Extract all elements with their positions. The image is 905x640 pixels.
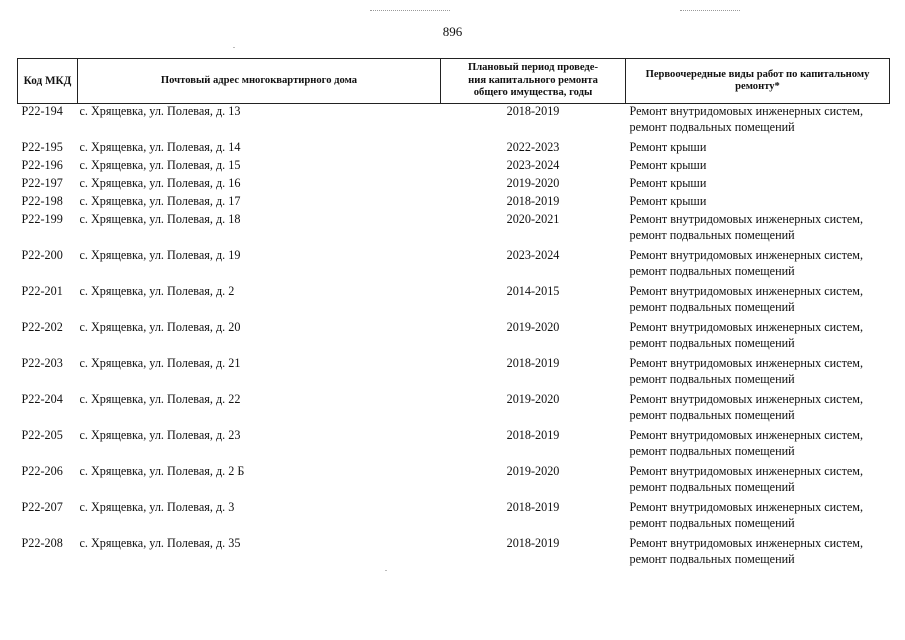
cell-works-line2: ремонт подвальных помещений — [629, 335, 795, 350]
cell-address: с. Хрящевка, ул. Полевая, д. 22 — [79, 392, 241, 406]
cell-period: 2022-2023 — [506, 140, 560, 154]
cell-works — [626, 176, 890, 194]
cell-works-line2: ремонт подвальных помещений — [629, 479, 795, 494]
cell-works — [626, 284, 890, 320]
table-row — [18, 194, 890, 212]
cell-code: Р22-195 — [21, 140, 63, 154]
cell-works-line2: ремонт подвальных помещений — [629, 371, 795, 386]
cell-code: Р22-199 — [21, 212, 63, 226]
cell-period: 2019-2020 — [506, 320, 560, 334]
cell-period: 2018-2019 — [506, 500, 560, 514]
header-address: Почтовый адрес многоквартирного дома — [78, 59, 441, 104]
table-row — [18, 158, 890, 176]
cell-code: Р22-198 — [21, 194, 63, 208]
cell-works-line2: ремонт подвальных помещений — [629, 443, 795, 458]
cell-period: 2018-2019 — [506, 194, 560, 208]
cell-code: Р22-208 — [21, 536, 63, 550]
table-header-row — [18, 59, 890, 104]
cell-period: 2018-2019 — [506, 428, 560, 442]
cell-works-line2: ремонт подвальных помещений — [629, 407, 795, 422]
table-row — [18, 212, 890, 248]
scan-artifact-right — [680, 10, 740, 11]
header-works-line1: Первоочередные виды работ по капитальному — [645, 68, 870, 80]
cell-works-line2: ремонт подвальных помещений — [629, 227, 795, 242]
cell-address: с. Хрящевка, ул. Полевая, д. 21 — [79, 356, 241, 370]
cell-period: 2020-2021 — [506, 212, 560, 226]
cell-code: Р22-205 — [21, 428, 63, 442]
header-period-line2: ния капитального ремонта — [468, 74, 598, 86]
cell-works-line1: Ремонт внутридомовых инженерных систем, — [629, 428, 864, 442]
cell-works — [626, 158, 890, 176]
cell-address: с. Хрящевка, ул. Полевая, д. 16 — [79, 176, 241, 190]
header-period — [441, 59, 626, 104]
cell-works-line1: Ремонт крыши — [629, 140, 707, 154]
cell-code: Р22-200 — [21, 248, 63, 262]
cell-period: 2018-2019 — [506, 356, 560, 370]
header-period-line1: Плановый период проведе- — [467, 62, 599, 74]
cell-address: с. Хрящевка, ул. Полевая, д. 18 — [79, 212, 241, 226]
table-row — [18, 284, 890, 320]
cell-address: с. Хрящевка, ул. Полевая, д. 3 — [79, 500, 235, 514]
cell-works-line2: ремонт подвальных помещений — [629, 263, 795, 278]
cell-code: Р22-197 — [21, 176, 63, 190]
table-row — [18, 392, 890, 428]
cell-works — [626, 392, 890, 428]
table-row — [18, 356, 890, 392]
cell-works-line2: ремонт подвальных помещений — [629, 119, 795, 134]
cell-period: 2018-2019 — [506, 536, 560, 550]
cell-works-line1: Ремонт крыши — [629, 158, 707, 172]
cell-period: 2019-2020 — [506, 464, 560, 478]
scan-artifact-left — [370, 10, 450, 11]
cell-address: с. Хрящевка, ул. Полевая, д. 35 — [79, 536, 241, 550]
cell-works-line1: Ремонт внутридомовых инженерных систем, — [629, 356, 864, 370]
cell-period: 2019-2020 — [506, 392, 560, 406]
cell-works-line1: Ремонт внутридомовых инженерных систем, — [629, 464, 864, 478]
header-period-line3: общего имущества, годы — [473, 87, 593, 99]
cell-works-line1: Ремонт внутридомовых инженерных систем, — [629, 320, 864, 334]
cell-code: Р22-202 — [21, 320, 63, 334]
cell-works — [626, 212, 890, 248]
table-row — [18, 464, 890, 500]
cell-address: с. Хрящевка, ул. Полевая, д. 2 — [79, 284, 235, 298]
cell-works-line1: Ремонт внутридомовых инженерных систем, — [629, 212, 864, 226]
table-row — [18, 320, 890, 356]
table-row — [18, 428, 890, 464]
page-number: 896 — [442, 24, 463, 39]
cell-works — [626, 104, 890, 141]
cell-address: с. Хрящевка, ул. Полевая, д. 15 — [79, 158, 241, 172]
scan-speck — [233, 47, 235, 48]
cell-address: с. Хрящевка, ул. Полевая, д. 13 — [79, 104, 241, 118]
cell-works-line1: Ремонт крыши — [629, 176, 707, 190]
cell-works — [626, 428, 890, 464]
cell-works-line1: Ремонт внутридомовых инженерных систем, — [629, 284, 864, 298]
cell-period: 2023-2024 — [506, 248, 560, 262]
cell-code: Р22-194 — [21, 104, 63, 118]
header-works — [626, 59, 890, 104]
table-row — [18, 248, 890, 284]
cell-works-line2: ремонт подвальных помещений — [629, 551, 795, 566]
cell-code: Р22-203 — [21, 356, 63, 370]
cell-code: Р22-204 — [21, 392, 63, 406]
table-row — [18, 500, 890, 536]
cell-works-line1: Ремонт внутридомовых инженерных систем, — [629, 536, 864, 550]
table-row — [18, 176, 890, 194]
cell-works — [626, 140, 890, 158]
cell-works — [626, 536, 890, 572]
table-row — [18, 536, 890, 572]
header-works-line2: ремонту* — [735, 81, 780, 92]
cell-address: с. Хрящевка, ул. Полевая, д. 17 — [79, 194, 241, 208]
cell-works-line1: Ремонт внутридомовых инженерных систем, — [629, 248, 864, 262]
cell-address: с. Хрящевка, ул. Полевая, д. 19 — [79, 248, 241, 262]
cell-works — [626, 464, 890, 500]
cell-code: Р22-196 — [21, 158, 63, 172]
cell-code: Р22-201 — [21, 284, 63, 298]
cell-works — [626, 320, 890, 356]
table-row — [18, 140, 890, 158]
cell-period: 2023-2024 — [506, 158, 560, 172]
cell-works-line1: Ремонт внутридомовых инженерных систем, — [629, 500, 864, 514]
table-body — [18, 104, 890, 573]
cell-code: Р22-207 — [21, 500, 63, 514]
header-code: Код МКД — [18, 59, 78, 104]
cell-works — [626, 194, 890, 212]
housing-registry-table — [17, 58, 890, 572]
cell-works-line2: ремонт подвальных помещений — [629, 515, 795, 530]
cell-period: 2018-2019 — [506, 104, 560, 118]
cell-works — [626, 248, 890, 284]
cell-works-line2: ремонт подвальных помещений — [629, 299, 795, 314]
cell-works-line1: Ремонт крыши — [629, 194, 707, 208]
cell-works-line1: Ремонт внутридомовых инженерных систем, — [629, 392, 864, 406]
cell-period: 2014-2015 — [506, 284, 560, 298]
cell-address: с. Хрящевка, ул. Полевая, д. 2 Б — [79, 464, 245, 478]
cell-works — [626, 356, 890, 392]
cell-code: Р22-206 — [21, 464, 63, 478]
cell-address: с. Хрящевка, ул. Полевая, д. 14 — [79, 140, 241, 154]
table-row — [18, 104, 890, 141]
cell-works-line1: Ремонт внутридомовых инженерных систем, — [629, 104, 864, 118]
cell-address: с. Хрящевка, ул. Полевая, д. 23 — [79, 428, 241, 442]
cell-address: с. Хрящевка, ул. Полевая, д. 20 — [79, 320, 241, 334]
cell-works — [626, 500, 890, 536]
cell-period: 2019-2020 — [506, 176, 560, 190]
